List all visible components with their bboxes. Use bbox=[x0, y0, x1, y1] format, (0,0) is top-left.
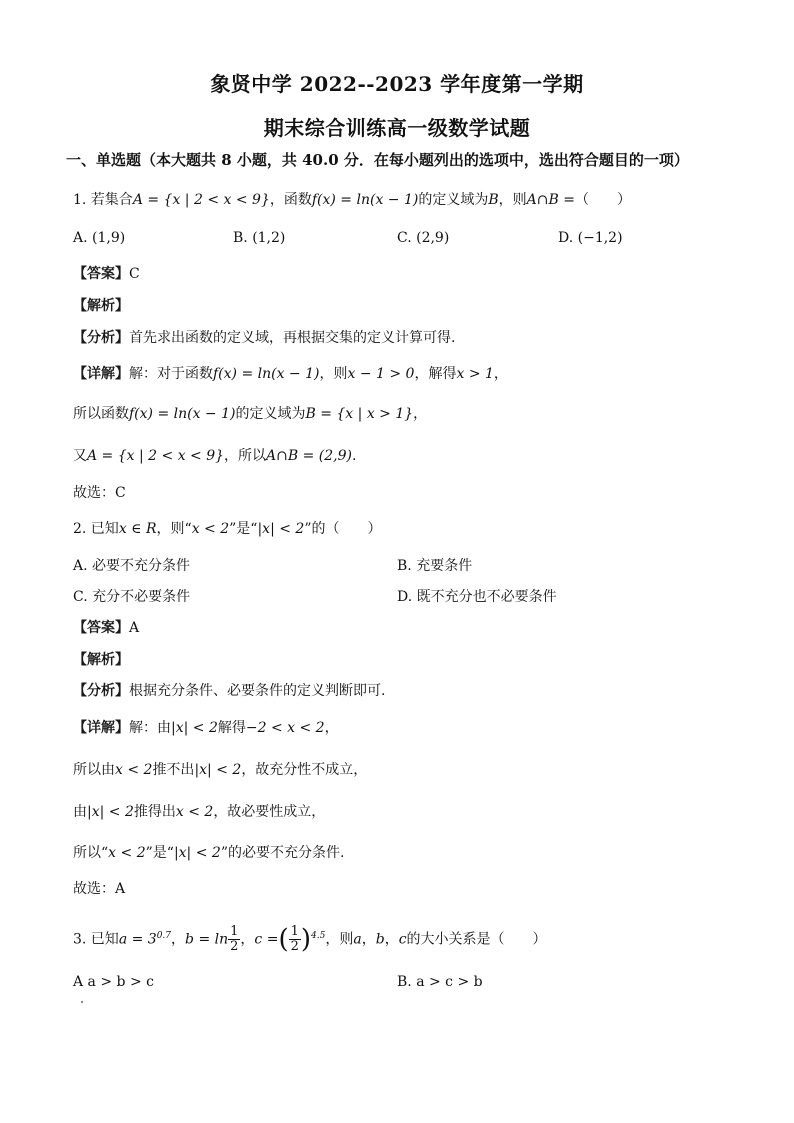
q3-option-b: B. a > c > b bbox=[397, 974, 483, 990]
q2-analysis-tag: 【解析】 bbox=[73, 652, 129, 668]
q3-fraction-b: $\frac{1}{2}$ bbox=[230, 924, 239, 955]
q2-option-a: A. 必要不充分条件 bbox=[73, 558, 191, 574]
q2-detail1: 【详解】解：由|x| < 2解得−2 < x < 2， bbox=[73, 720, 339, 736]
q1-option-b: B. (1,2) bbox=[233, 230, 286, 246]
q1-option-a: A. (1,9) bbox=[73, 230, 126, 246]
q1-answer: 【答案】C bbox=[73, 266, 140, 282]
doc-title-line1: 象贤中学 2022--2023 学年度第一学期 bbox=[210, 72, 584, 96]
q2-option-c: C. 充分不必要条件 bbox=[73, 589, 191, 605]
q1-option-c: C. (2,9) bbox=[397, 230, 450, 246]
q2-detail3: 由|x| < 2推得出x < 2，故必要性成立， bbox=[73, 804, 326, 820]
stray-mark bbox=[81, 1001, 83, 1003]
q1-stem: 1. 若集合A = {x | 2 < x < 9}，函数f(x) = ln(x − 1)的定义域为B，则A∩B =（ ） bbox=[73, 192, 631, 208]
q3-stem: 3. 已知$a = 3^{0.7}$，b = ln $\frac{1}{2}$ ，c =( $\frac{1}{2}$ )$^{4.5}$，则a，b，c的大小关系是（ ） bbox=[73, 924, 547, 955]
q3-option-a: A a > b > c bbox=[73, 974, 154, 990]
q1-detail2: 所以函数f(x) = ln(x − 1)的定义域为B = {x | x > 1}， bbox=[73, 406, 428, 422]
q3-fraction-c: $\frac{1}{2}$ bbox=[290, 924, 299, 955]
q1-detail3: 又A = {x | 2 < x < 9}，所以A∩B = (2,9). bbox=[73, 448, 357, 464]
q1-option-d: D. (−1,2) bbox=[558, 230, 623, 246]
q2-option-b: B. 充要条件 bbox=[397, 558, 473, 574]
q2-fenxi: 【分析】根据充分条件、必要条件的定义判断即可. bbox=[73, 683, 386, 699]
q2-option-d: D. 既不充分也不必要条件 bbox=[397, 589, 557, 605]
q1-fenxi: 【分析】首先求出函数的定义域，再根据交集的定义计算可得. bbox=[73, 330, 456, 346]
q2-stem: 2. 已知x ∈ R，则“x < 2”是“|x| < 2”的（ ） bbox=[73, 521, 382, 537]
doc-title-line2: 期末综合训练高一级数学试题 bbox=[263, 116, 531, 140]
q2-detail4: 所以“x < 2”是“|x| < 2”的必要不充分条件. bbox=[73, 845, 345, 861]
q2-answer: 【答案】A bbox=[73, 620, 140, 636]
q2-choose: 故选：A bbox=[73, 881, 126, 897]
q1-analysis-tag: 【解析】 bbox=[73, 298, 129, 314]
q2-detail2: 所以由x < 2推不出|x| < 2，故充分性不成立， bbox=[73, 762, 368, 778]
section-heading: 一、单选题（本大题共 8 小题，共 40.0 分．在每小题列出的选项中，选出符合题目的一项） bbox=[66, 151, 689, 169]
q1-choose: 故选：C bbox=[73, 485, 126, 501]
q1-detail1: 【详解】解：对于函数f(x) = ln(x − 1)，则x − 1 > 0，解得x > 1， bbox=[73, 366, 508, 382]
